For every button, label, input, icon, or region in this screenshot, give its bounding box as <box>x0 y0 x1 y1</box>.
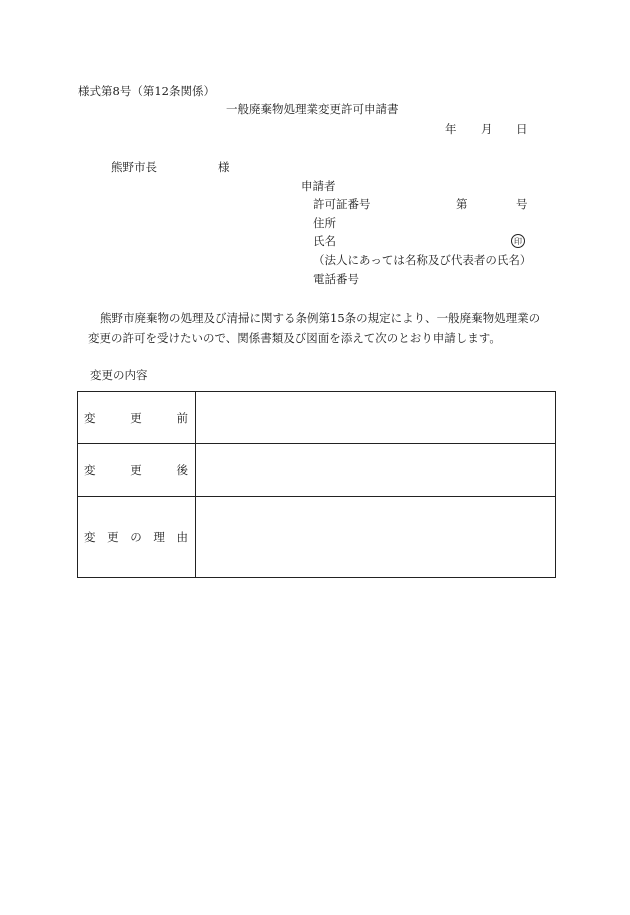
reason-char-2: 更 <box>107 530 119 544</box>
before-char-3: 前 <box>176 410 188 425</box>
reason-char-3: の <box>130 530 142 544</box>
date-day: 日 <box>516 122 528 136</box>
form-number: 様式第8号（第12条関係） <box>78 84 215 98</box>
before-value-cell[interactable] <box>196 392 556 444</box>
before-label <box>78 392 196 444</box>
after-value-cell[interactable] <box>196 444 556 497</box>
seal-icon: 印 <box>511 234 525 248</box>
change-table <box>77 391 556 578</box>
after-char-1: 変 <box>84 463 96 477</box>
addressee-honorific: 様 <box>218 160 230 174</box>
reason-label <box>78 497 196 578</box>
after-label <box>78 444 196 497</box>
permit-go: 号 <box>516 197 528 211</box>
reason-char-5: 由 <box>176 530 188 544</box>
seal-mark <box>511 234 525 248</box>
body-text-line-2: 変更の許可を受けたいので、関係書類及び図面を添えて次のとおり申請します。 <box>88 331 501 345</box>
after-char-2: 更 <box>130 463 142 477</box>
reason-char-4: 理 <box>153 530 165 544</box>
phone-label: 電話番号 <box>313 272 359 286</box>
reason-value-cell[interactable] <box>196 497 556 578</box>
applicant-heading: 申請者 <box>301 179 336 193</box>
permit-number-label: 許可証番号 <box>313 197 371 211</box>
table-row-before <box>78 392 556 444</box>
table-row-reason <box>78 497 556 578</box>
section-heading: 変更の内容 <box>90 368 148 382</box>
body-text-line-1: 熊野市廃棄物の処理及び清掃に関する条例第15条の規定により、一般廃棄物処理業の <box>100 311 541 325</box>
permit-dai: 第 <box>456 197 468 211</box>
date-year: 年 <box>445 122 457 136</box>
addressee-name: 熊野市長 <box>111 160 157 174</box>
before-char-1: 変 <box>84 410 96 425</box>
document-title: 一般廃棄物処理業変更許可申請書 <box>226 102 399 116</box>
table-row-after <box>78 444 556 497</box>
date-month: 月 <box>481 122 493 136</box>
address-label: 住所 <box>313 216 336 230</box>
reason-char-1: 変 <box>84 530 96 544</box>
after-char-3: 後 <box>176 463 188 477</box>
name-label: 氏名 <box>313 234 336 248</box>
body-text <box>88 308 558 348</box>
corporate-note: （法人にあっては名称及び代表者の氏名） <box>313 253 532 267</box>
before-char-2: 更 <box>130 410 142 425</box>
